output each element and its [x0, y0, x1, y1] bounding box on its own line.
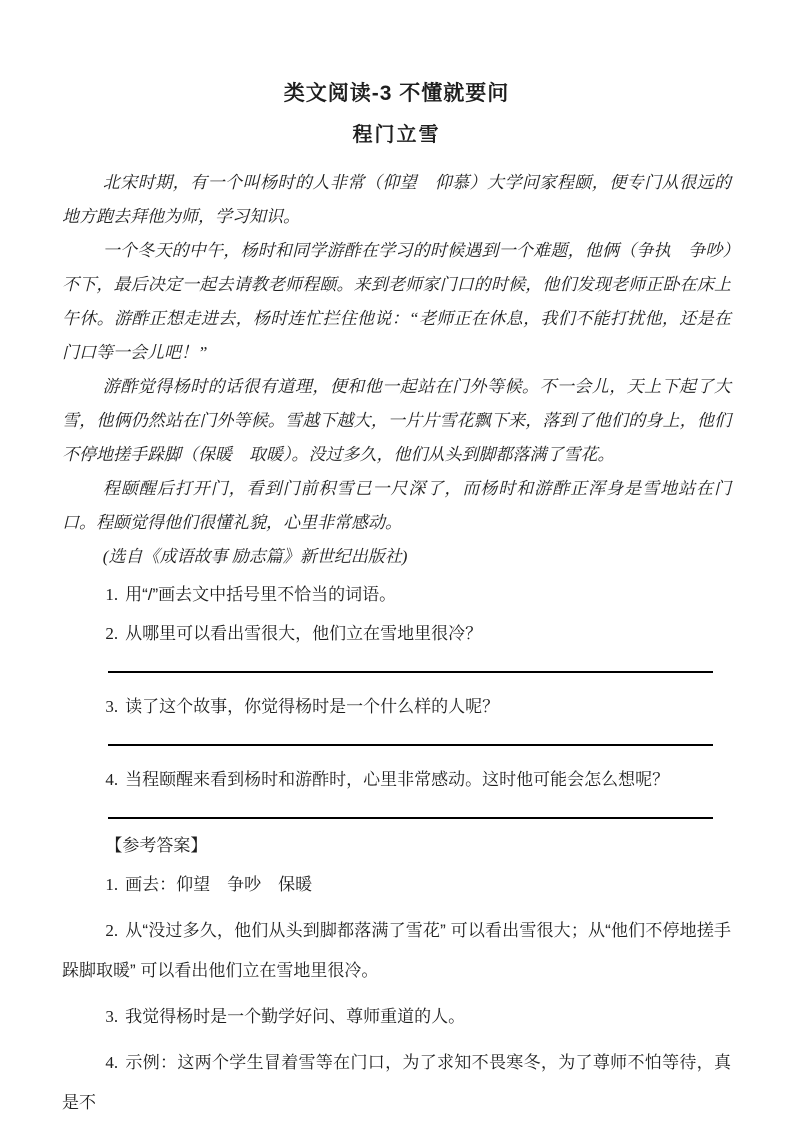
answer-1-text: 画去：仰望 争吵 保暖 [125, 875, 313, 894]
answer-3-number: 3. [105, 1007, 119, 1026]
answer-key-section [62, 833, 731, 1123]
question-3 [62, 695, 731, 719]
question-3-number: 3. [105, 697, 119, 716]
answer-1 [62, 865, 731, 905]
question-4 [62, 768, 731, 792]
source-attribution: (选自《成语故事 励志篇》新世纪出版社) [102, 547, 408, 566]
story-paragraph-4: 程颐醒后打开门，看到门前积雪已一尺深了，而杨时和游酢正浑身是雪地站在门口。程颐觉得他们很懂礼貌，心里非常感动。 [62, 479, 731, 532]
story-section [62, 166, 731, 574]
answer-3-text: 我觉得杨时是一个勤学好问、尊师重道的人。 [125, 1007, 466, 1026]
answer-key-header: 【参考答案】 [105, 836, 208, 855]
answer-2-number: 2. [105, 921, 119, 940]
answer-2-text: 从“没过多久，他们从头到脚都落满了雪花” 可以看出雪很大；从“他们不停地搓手跺脚取暖” 可以看出他们立在雪地里很冷。 [62, 921, 731, 980]
story-paragraph-3: 游酢觉得杨时的话很有道理，便和他一起站在门外等候。不一会儿，天上下起了大雪，他俩仍然站在门外等候。雪越下越大，一片片雪花飘下来，落到了他们的身上，他们不停地搓手跺脚（保暖 取暖）。没过多久，他们从头到脚都落满了雪花。 [62, 377, 731, 464]
answer-4-number: 4. [105, 1053, 119, 1072]
questions-section [62, 583, 731, 819]
answer-2 [62, 911, 731, 991]
question-1 [62, 583, 731, 607]
story-paragraph-1: 北宋时期，有一个叫杨时的人非常（仰望 仰慕）大学问家程颐，便专门从很远的地方跑去拜他为师，学习知识。 [62, 173, 731, 226]
answer-blank-line-2 [108, 744, 713, 746]
answer-blank-line-1 [108, 671, 713, 673]
question-3-text: 读了这个故事，你觉得杨时是一个什么样的人呢？ [125, 697, 500, 716]
question-2 [62, 622, 731, 646]
question-1-number: 1. [105, 585, 119, 604]
answer-1-number: 1. [105, 875, 119, 894]
question-1-text: 用“/”画去文中括号里不恰当的词语。 [125, 585, 397, 604]
answer-4 [62, 1043, 731, 1123]
question-4-number: 4. [105, 770, 119, 789]
answer-3 [62, 997, 731, 1037]
story-paragraph-2: 一个冬天的中午，杨时和同学游酢在学习的时候遇到一个难题，他俩（争执 争吵）不下，最后决定一起去请教老师程颐。来到老师家门口的时候，他们发现老师正卧在床上午休。游酢正想走进去，杨时连忙拦住他说：“老师正在休息，我们不能打扰他，还是在门口等一会儿吧！” [62, 241, 731, 362]
question-2-number: 2. [105, 624, 119, 643]
question-2-text: 从哪里可以看出雪很大，他们立在雪地里很冷？ [125, 624, 483, 643]
question-4-text: 当程颐醒来看到杨时和游酢时，心里非常感动。这时他可能会怎么想呢？ [125, 770, 670, 789]
answer-4-text: 示例：这两个学生冒着雪等在门口，为了求知不畏寒冬，为了尊师不怕等待，真是不 [62, 1053, 731, 1112]
answer-blank-line-3 [108, 817, 713, 819]
page-subtitle: 程门立雪 [352, 124, 441, 146]
page-title: 类文阅读-3 不懂就要问 [283, 82, 510, 105]
